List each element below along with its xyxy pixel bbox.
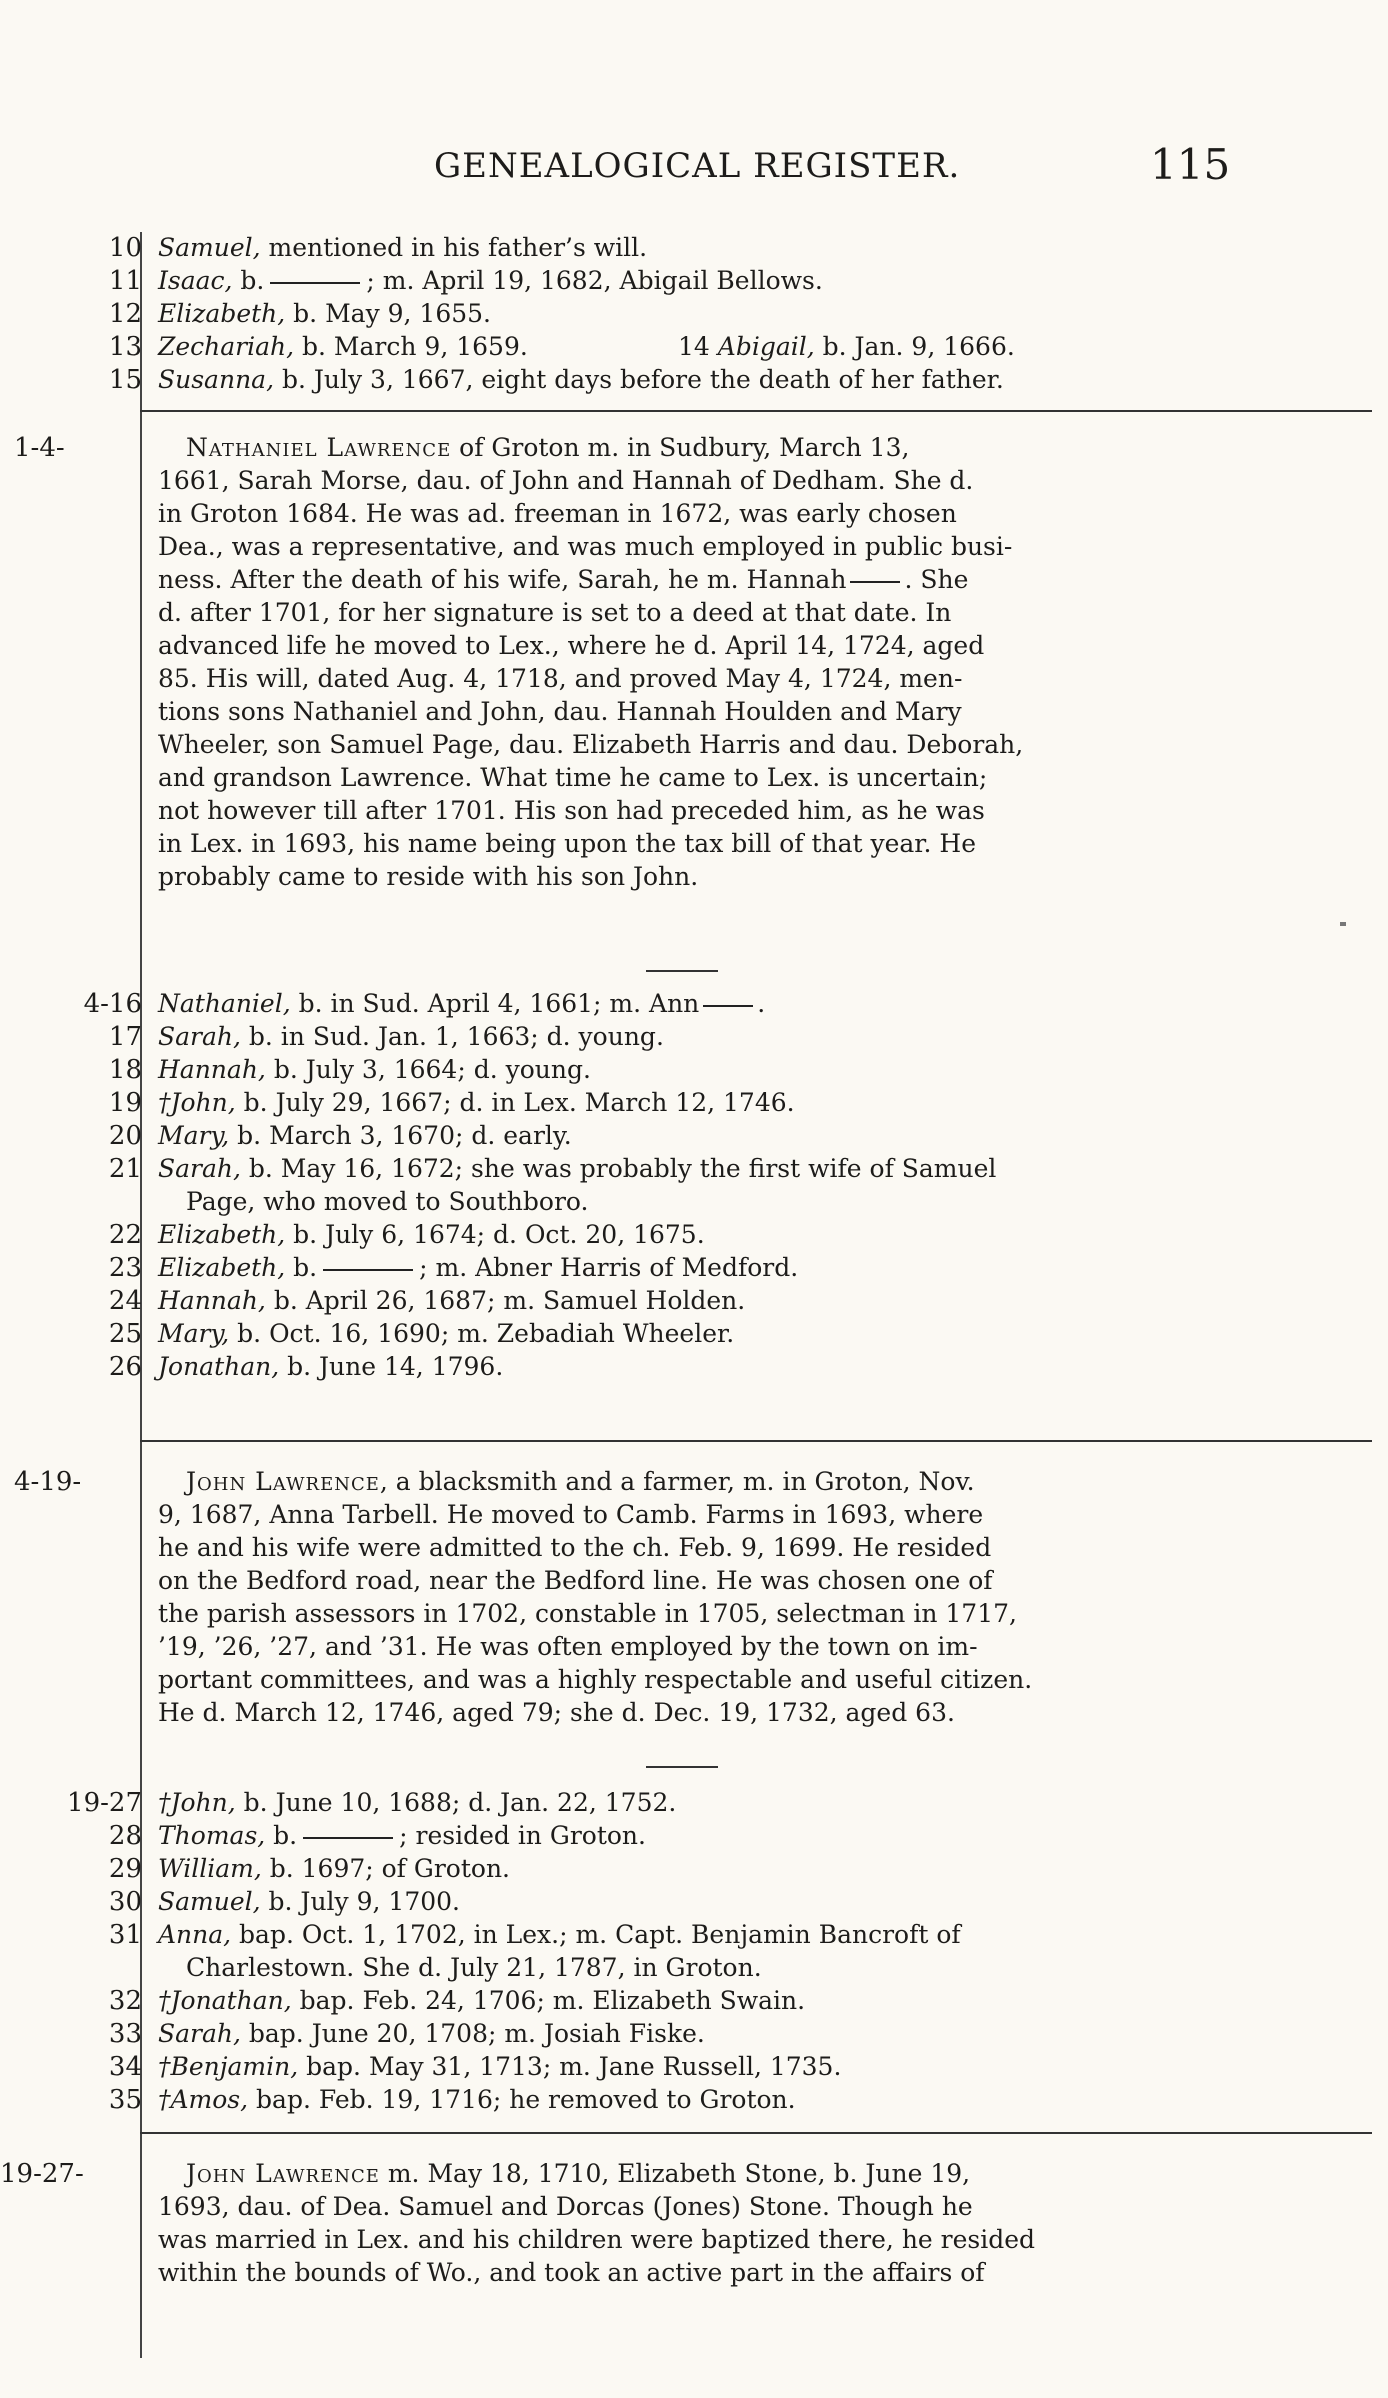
- list-item: Samuel, mentioned in his father’s will.: [158, 233, 648, 262]
- entry-number: 15: [108, 365, 142, 395]
- bio-line: ness. After the death of his wife, Sarah, he m. Hannah . She: [158, 565, 969, 594]
- person-heading: John Lawrence: [186, 1467, 380, 1496]
- bio-line: 1693, dau. of Dea. Samuel and Dorcas (Jones) Stone. Though he: [158, 2192, 973, 2221]
- entry-number: 28: [108, 1821, 142, 1851]
- entry-number: 21: [108, 1154, 142, 1184]
- bio-line: He d. March 12, 1746, aged 79; she d. Dec. 19, 1732, aged 63.: [158, 1698, 955, 1727]
- list-item: †Benjamin, bap. May 31, 1713; m. Jane Russell, 1735.: [158, 2052, 842, 2081]
- entry-number: 26: [108, 1352, 142, 1382]
- bio-line: 85. His will, dated Aug. 4, 1718, and proved May 4, 1724, men-: [158, 664, 963, 693]
- list-item: 14 Abigail, b. Jan. 9, 1666.: [678, 332, 1015, 361]
- entry-number: 29: [108, 1854, 142, 1884]
- list-item: Sarah, b. in Sud. Jan. 1, 1663; d. young.: [158, 1022, 664, 1051]
- list-item: †John, b. June 10, 1688; d. Jan. 22, 1752.: [158, 1788, 677, 1817]
- entry-number: 13: [108, 332, 142, 362]
- list-item: Mary, b. March 3, 1670; d. early.: [158, 1121, 572, 1150]
- bio-line: Nathaniel Lawrence of Groton m. in Sudbury, March 13,: [186, 433, 910, 462]
- entry-number: 30: [108, 1887, 142, 1917]
- entry-number: 32: [108, 1986, 142, 2016]
- running-title: GENEALOGICAL REGISTER.: [434, 146, 961, 186]
- entry-number: 20: [108, 1121, 142, 1151]
- list-item: Elizabeth, b. May 9, 1655.: [158, 299, 492, 328]
- list-item: †John, b. July 29, 1667; d. in Lex. March 12, 1746.: [158, 1088, 795, 1117]
- entry-number: 18: [108, 1055, 142, 1085]
- bio-line: not however till after 1701. His son had preceded him, as he was: [158, 796, 985, 825]
- entry-number: 35: [108, 2085, 142, 2115]
- list-item: Sarah, b. May 16, 1672; she was probably the first wife of Samuel: [158, 1154, 997, 1183]
- list-item: William, b. 1697; of Groton.: [158, 1854, 511, 1883]
- bio-line: d. after 1701, for her signature is set to a deed at that date. In: [158, 598, 952, 627]
- bio-line: was married in Lex. and his children were baptized there, he resided: [158, 2225, 1036, 2254]
- short-rule: [646, 970, 718, 972]
- list-item: Sarah, bap. June 20, 1708; m. Josiah Fiske.: [158, 2019, 705, 2048]
- list-item: Elizabeth, b. July 6, 1674; d. Oct. 20, 1675.: [158, 1220, 705, 1249]
- person-heading: Nathaniel Lawrence: [186, 433, 452, 462]
- list-item: Thomas, b. ; resided in Groton.: [158, 1821, 646, 1850]
- bio-line: Dea., was a representative, and was much employed in public busi-: [158, 532, 1013, 561]
- bio-line: within the bounds of Wo., and took an active part in the affairs of: [158, 2258, 985, 2287]
- list-item: Nathaniel, b. in Sud. April 4, 1661; m. Ann .: [158, 989, 766, 1018]
- list-item: †Jonathan, bap. Feb. 24, 1706; m. Elizabeth Swain.: [158, 1986, 806, 2015]
- list-item: Hannah, b. July 3, 1664; d. young.: [158, 1055, 591, 1084]
- bio-line: tions sons Nathaniel and John, dau. Hannah Houlden and Mary: [158, 697, 962, 726]
- bio-line: portant committees, and was a highly respectable and useful citizen.: [158, 1665, 1033, 1694]
- bio-line: in Lex. in 1693, his name being upon the tax bill of that year. He: [158, 829, 977, 858]
- section-rule: [140, 2132, 1372, 2134]
- bio-line: ’19, ’26, ’27, and ’31. He was often employed by the town on im-: [158, 1632, 978, 1661]
- list-item: Mary, b. Oct. 16, 1690; m. Zebadiah Wheeler.: [158, 1319, 735, 1348]
- section-rule: [140, 1440, 1372, 1442]
- bio-line: Wheeler, son Samuel Page, dau. Elizabeth Harris and dau. Deborah,: [158, 730, 1024, 759]
- bio-line: 1661, Sarah Morse, dau. of John and Hannah of Dedham. She d.: [158, 466, 974, 495]
- bio-line: on the Bedford road, near the Bedford line. He was chosen one of: [158, 1566, 993, 1595]
- bio-line: in Groton 1684. He was ad. freeman in 1672, was early chosen: [158, 499, 957, 528]
- list-item: †Amos, bap. Feb. 19, 1716; he removed to Groton.: [158, 2085, 796, 2114]
- entry-number: 22: [108, 1220, 142, 1250]
- entry-number: 11: [108, 266, 142, 296]
- bio-line: and grandson Lawrence. What time he came to Lex. is uncertain;: [158, 763, 988, 792]
- person-heading: John Lawrence: [186, 2159, 380, 2188]
- list-item: Jonathan, b. June 14, 1796.: [158, 1352, 504, 1381]
- bio-line: the parish assessors in 1702, constable in 1705, selectman in 1717,: [158, 1599, 1017, 1628]
- list-item: Susanna, b. July 3, 1667, eight days before the death of her father.: [158, 365, 1004, 394]
- page-header: [0, 140, 1388, 196]
- list-item: Anna, bap. Oct. 1, 1702, in Lex.; m. Capt. Benjamin Bancroft of: [158, 1920, 961, 1949]
- margin-mark: [1340, 922, 1346, 926]
- list-item: Samuel, b. July 9, 1700.: [158, 1887, 460, 1916]
- family-reference: 19-27-: [0, 2159, 84, 2189]
- bio-line: 9, 1687, Anna Tarbell. He moved to Camb. Farms in 1693, where: [158, 1500, 984, 1529]
- entry-number: 31: [108, 1920, 142, 1950]
- entry-number: 23: [108, 1253, 142, 1283]
- entry-number: 4-16: [83, 989, 142, 1019]
- bio-line: he and his wife were admitted to the ch. Feb. 9, 1699. He resided: [158, 1533, 992, 1562]
- bio-line: advanced life he moved to Lex., where he d. April 14, 1724, aged: [158, 631, 985, 660]
- entry-number: 19-27: [67, 1788, 142, 1818]
- bio-line: John Lawrence, a blacksmith and a farmer, m. in Groton, Nov.: [186, 1467, 975, 1496]
- list-item: Elizabeth, b. ; m. Abner Harris of Medford.: [158, 1253, 799, 1282]
- list-item: Isaac, b. ; m. April 19, 1682, Abigail Bellows.: [158, 266, 823, 295]
- page-number: 115: [1150, 140, 1231, 189]
- list-item-continuation: Charlestown. She d. July 21, 1787, in Groton.: [186, 1953, 762, 1982]
- entry-number: 24: [108, 1286, 142, 1316]
- entry-number: 34: [108, 2052, 142, 2082]
- section-rule: [140, 410, 1372, 412]
- entry-number: 17: [108, 1022, 142, 1052]
- bio-line: John Lawrence m. May 18, 1710, Elizabeth Stone, b. June 19,: [186, 2159, 971, 2188]
- entry-number: 10: [108, 233, 142, 263]
- short-rule: [646, 1766, 718, 1768]
- entry-number: 19: [108, 1088, 142, 1118]
- list-item-continuation: Page, who moved to Southboro.: [186, 1187, 589, 1216]
- list-item: Hannah, b. April 26, 1687; m. Samuel Holden.: [158, 1286, 746, 1315]
- entry-number: 25: [108, 1319, 142, 1349]
- family-reference: 4-19-: [14, 1467, 82, 1497]
- entry-number: 33: [108, 2019, 142, 2049]
- list-item: Zechariah, b. March 9, 1659.: [158, 332, 528, 361]
- family-reference: 1-4-: [14, 433, 65, 463]
- entry-number: 12: [108, 299, 142, 329]
- bio-line: probably came to reside with his son John.: [158, 862, 699, 891]
